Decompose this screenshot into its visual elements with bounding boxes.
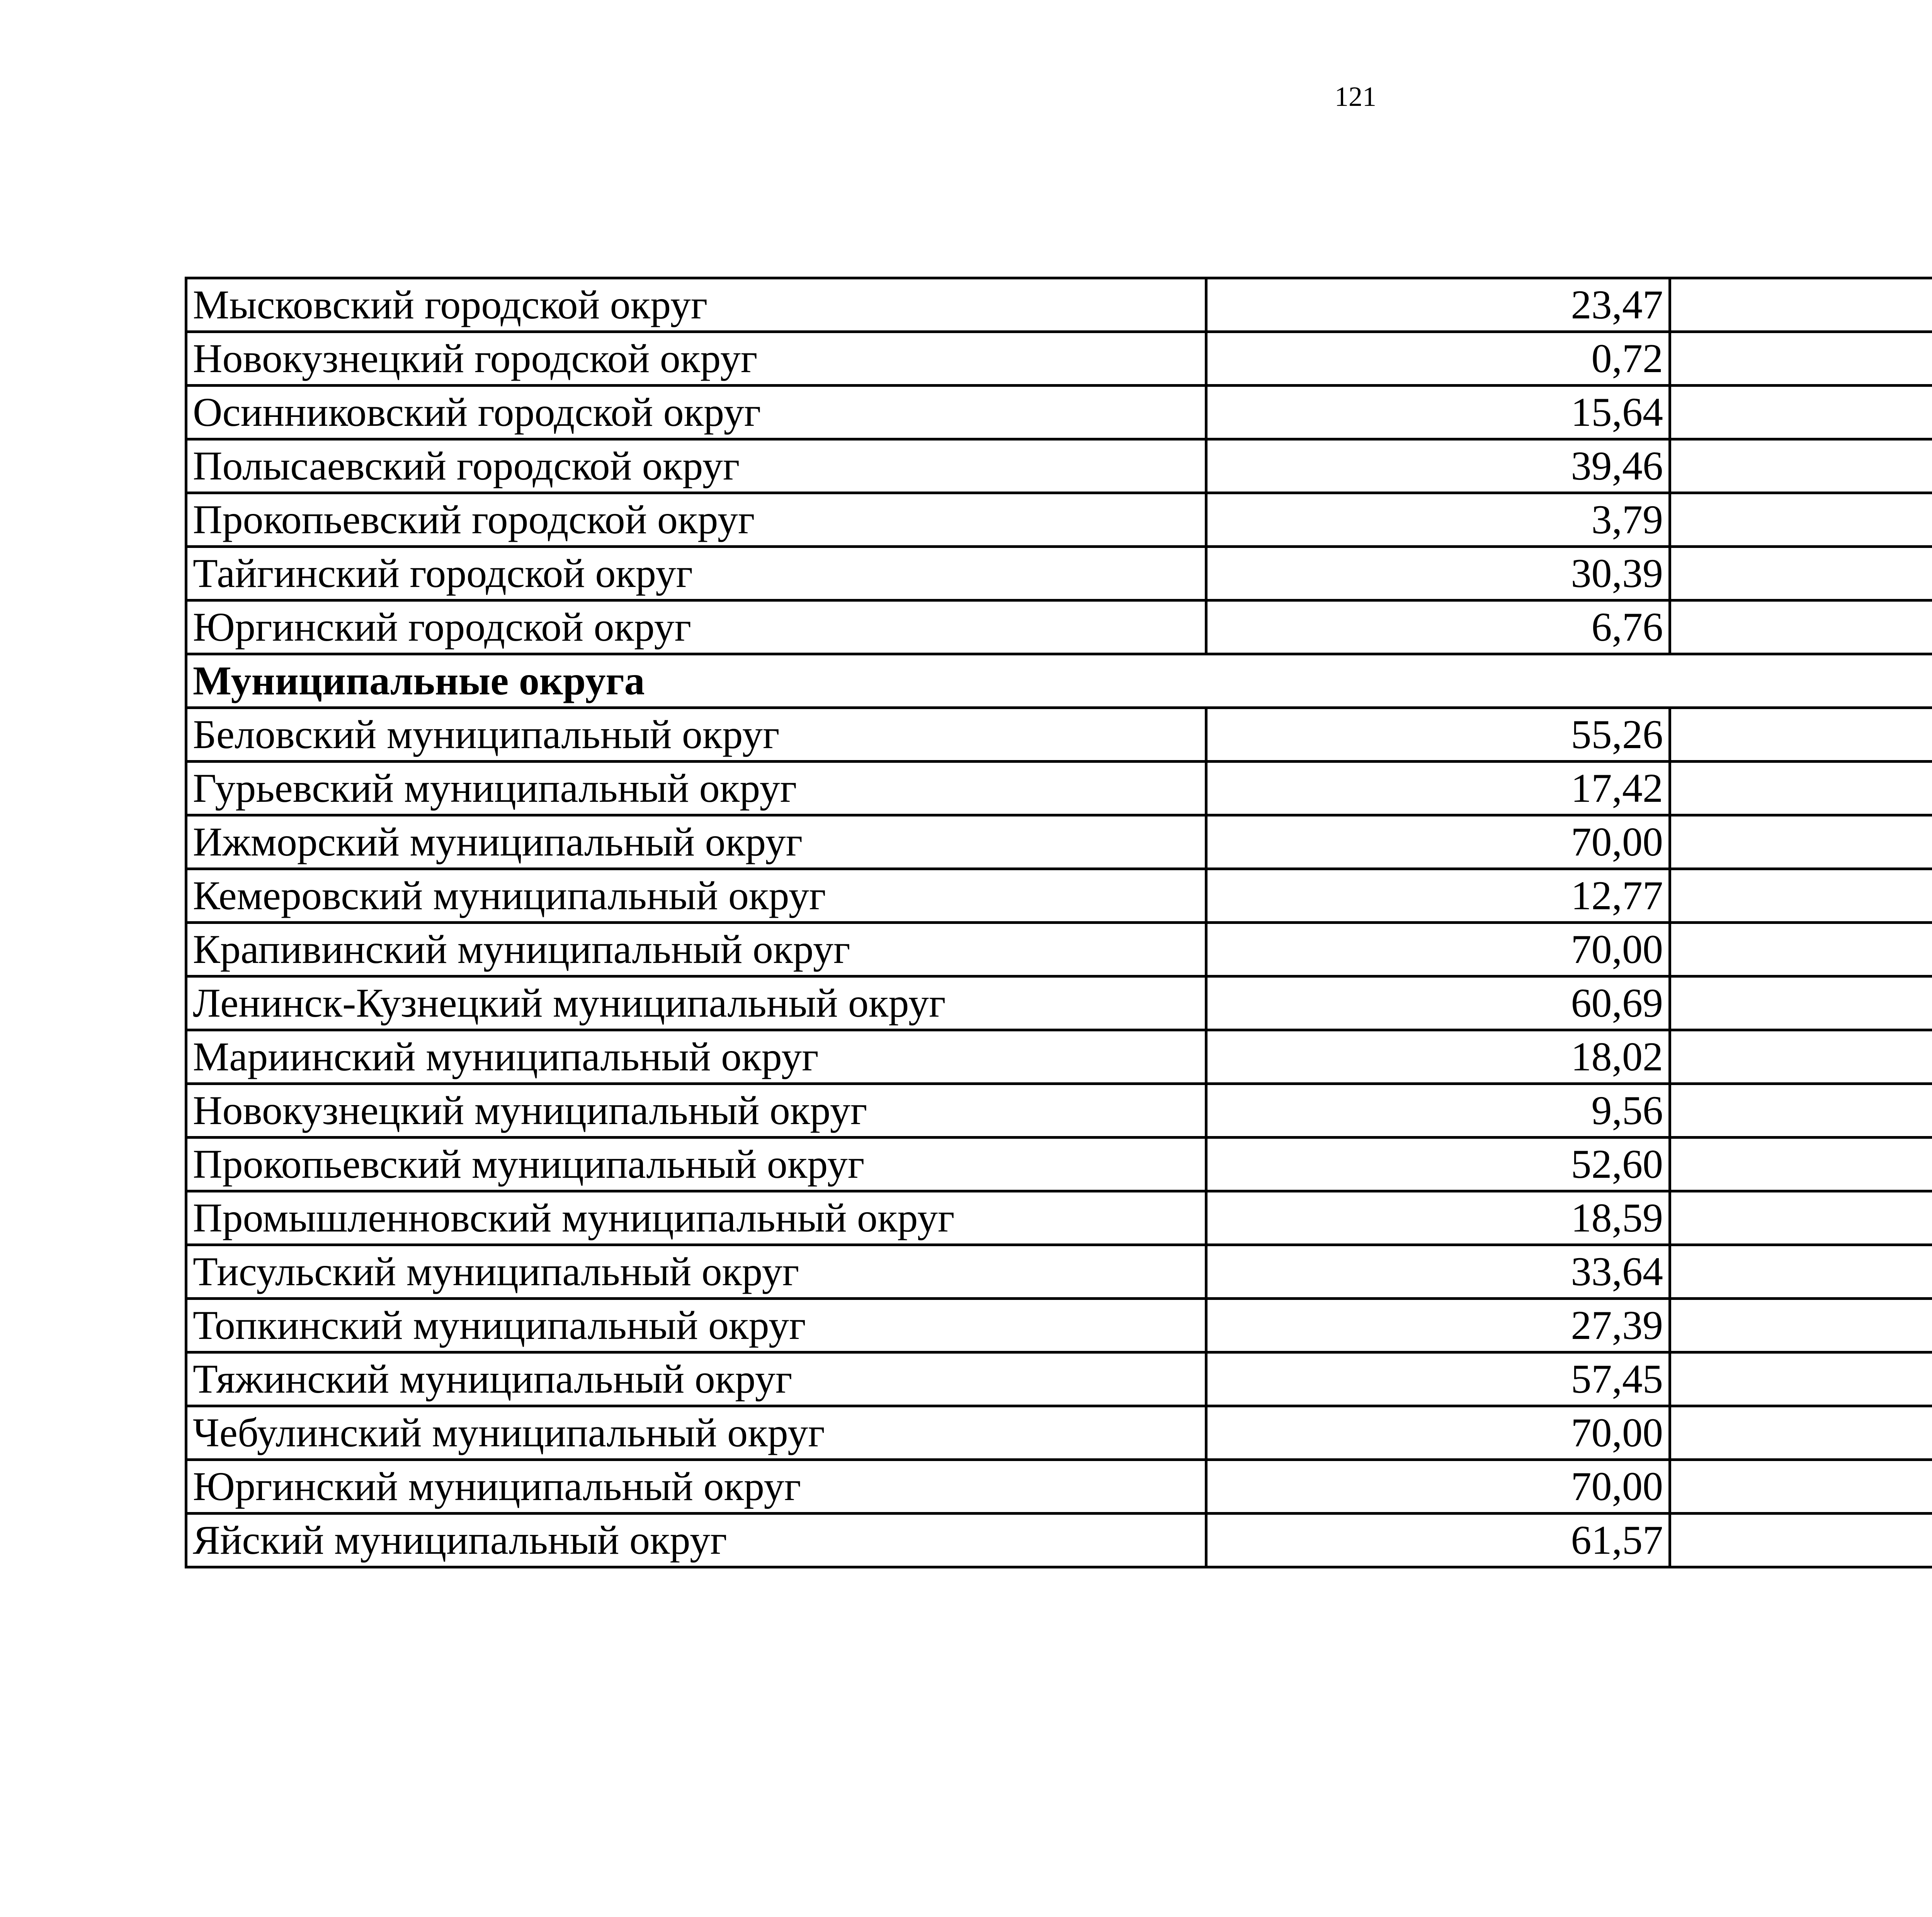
row-name: Тайгинский городской округ [186,547,1206,600]
row-name: Полысаевский городской округ [186,439,1206,493]
table-row [186,493,1932,547]
table-row [186,976,1932,1030]
row-name: Юргинский муниципальный округ [186,1460,1206,1514]
table-row [186,278,1932,332]
table-row [186,1138,1932,1191]
row-value-1: 6,76 [1206,600,1670,654]
row-value-2 [1670,332,1932,386]
row-name: Крапивинский муниципальный округ [186,923,1206,976]
row-value-2 [1670,547,1932,600]
row-name: Яйский муниципальный округ [186,1514,1206,1567]
row-value-1: 70,00 [1206,815,1670,869]
row-value-2 [1670,923,1932,976]
row-value-2 [1670,1299,1932,1352]
row-name: Кемеровский муниципальный округ [186,869,1206,923]
row-value-2 [1670,1406,1932,1460]
row-name: Юргинский городской округ [186,600,1206,654]
table-row [186,386,1932,439]
page-number: 121 [1335,81,1376,112]
table-row [186,762,1932,815]
row-value-2 [1670,1138,1932,1191]
row-value-2 [1670,1084,1932,1138]
row-value-1: 18,02 [1206,1030,1670,1084]
row-value-1: 61,57 [1206,1514,1670,1567]
table-body [186,278,1932,1567]
table-row [186,1352,1932,1406]
table-row [186,1406,1932,1460]
table-row [186,1191,1932,1245]
table-row [186,1299,1932,1352]
row-value-1: 70,00 [1206,1460,1670,1514]
row-value-2 [1670,762,1932,815]
row-value-1: 70,00 [1206,1406,1670,1460]
row-value-1: 9,56 [1206,1084,1670,1138]
row-name: Тяжинский муниципальный округ [186,1352,1206,1406]
row-value-1: 33,64 [1206,1245,1670,1299]
row-name: Ленинск-Кузнецкий муниципальный округ [186,976,1206,1030]
table-row [186,708,1932,762]
row-value-2 [1670,1514,1932,1567]
row-value-1: 17,42 [1206,762,1670,815]
row-value-2 [1670,493,1932,547]
row-name: Топкинский муниципальный округ [186,1299,1206,1352]
row-value-1: 23,47 [1206,278,1670,332]
row-value-2 [1670,815,1932,869]
row-value-1: 57,45 [1206,1352,1670,1406]
row-value-1: 52,60 [1206,1138,1670,1191]
section-row [186,654,1932,708]
table-row [186,547,1932,600]
row-value-2 [1670,1030,1932,1084]
table-row [186,1084,1932,1138]
row-name: Осинниковский городской округ [186,386,1206,439]
table-row [186,332,1932,386]
row-name: Чебулинский муниципальный округ [186,1406,1206,1460]
row-value-1: 60,69 [1206,976,1670,1030]
table-row [186,439,1932,493]
row-name: Ижморский муниципальный округ [186,815,1206,869]
row-value-1: 30,39 [1206,547,1670,600]
row-value-1: 15,64 [1206,386,1670,439]
table-row [186,1460,1932,1514]
row-value-2 [1670,1352,1932,1406]
row-value-2 [1670,708,1932,762]
row-value-1: 27,39 [1206,1299,1670,1352]
row-value-2 [1670,439,1932,493]
row-name: Беловский муниципальный округ [186,708,1206,762]
row-value-2 [1670,386,1932,439]
table-row [186,923,1932,976]
section-title: Муниципальные округа [186,654,1932,708]
row-value-1: 18,59 [1206,1191,1670,1245]
table-row [186,869,1932,923]
table-row [186,1245,1932,1299]
row-name: Мысковский городской округ [186,278,1206,332]
row-value-1: 3,79 [1206,493,1670,547]
row-value-2 [1670,1460,1932,1514]
data-table [185,277,1932,1568]
row-name: Новокузнецкий городской округ [186,332,1206,386]
table-row [186,1030,1932,1084]
row-value-1: 0,72 [1206,332,1670,386]
row-name: Мариинский муниципальный округ [186,1030,1206,1084]
row-value-2 [1670,976,1932,1030]
row-value-1: 70,00 [1206,923,1670,976]
row-value-2 [1670,1191,1932,1245]
row-name: Тисульский муниципальный округ [186,1245,1206,1299]
row-value-1: 12,77 [1206,869,1670,923]
table-row [186,815,1932,869]
row-value-1: 39,46 [1206,439,1670,493]
row-name: Прокопьевский городской округ [186,493,1206,547]
row-value-2 [1670,1245,1932,1299]
row-value-1: 55,26 [1206,708,1670,762]
table-row [186,1514,1932,1567]
row-value-2 [1670,600,1932,654]
row-name: Новокузнецкий муниципальный округ [186,1084,1206,1138]
row-value-2 [1670,869,1932,923]
table-row [186,600,1932,654]
row-value-2 [1670,278,1932,332]
row-name: Прокопьевский муниципальный округ [186,1138,1206,1191]
row-name: Промышленновский муниципальный округ [186,1191,1206,1245]
row-name: Гурьевский муниципальный округ [186,762,1206,815]
